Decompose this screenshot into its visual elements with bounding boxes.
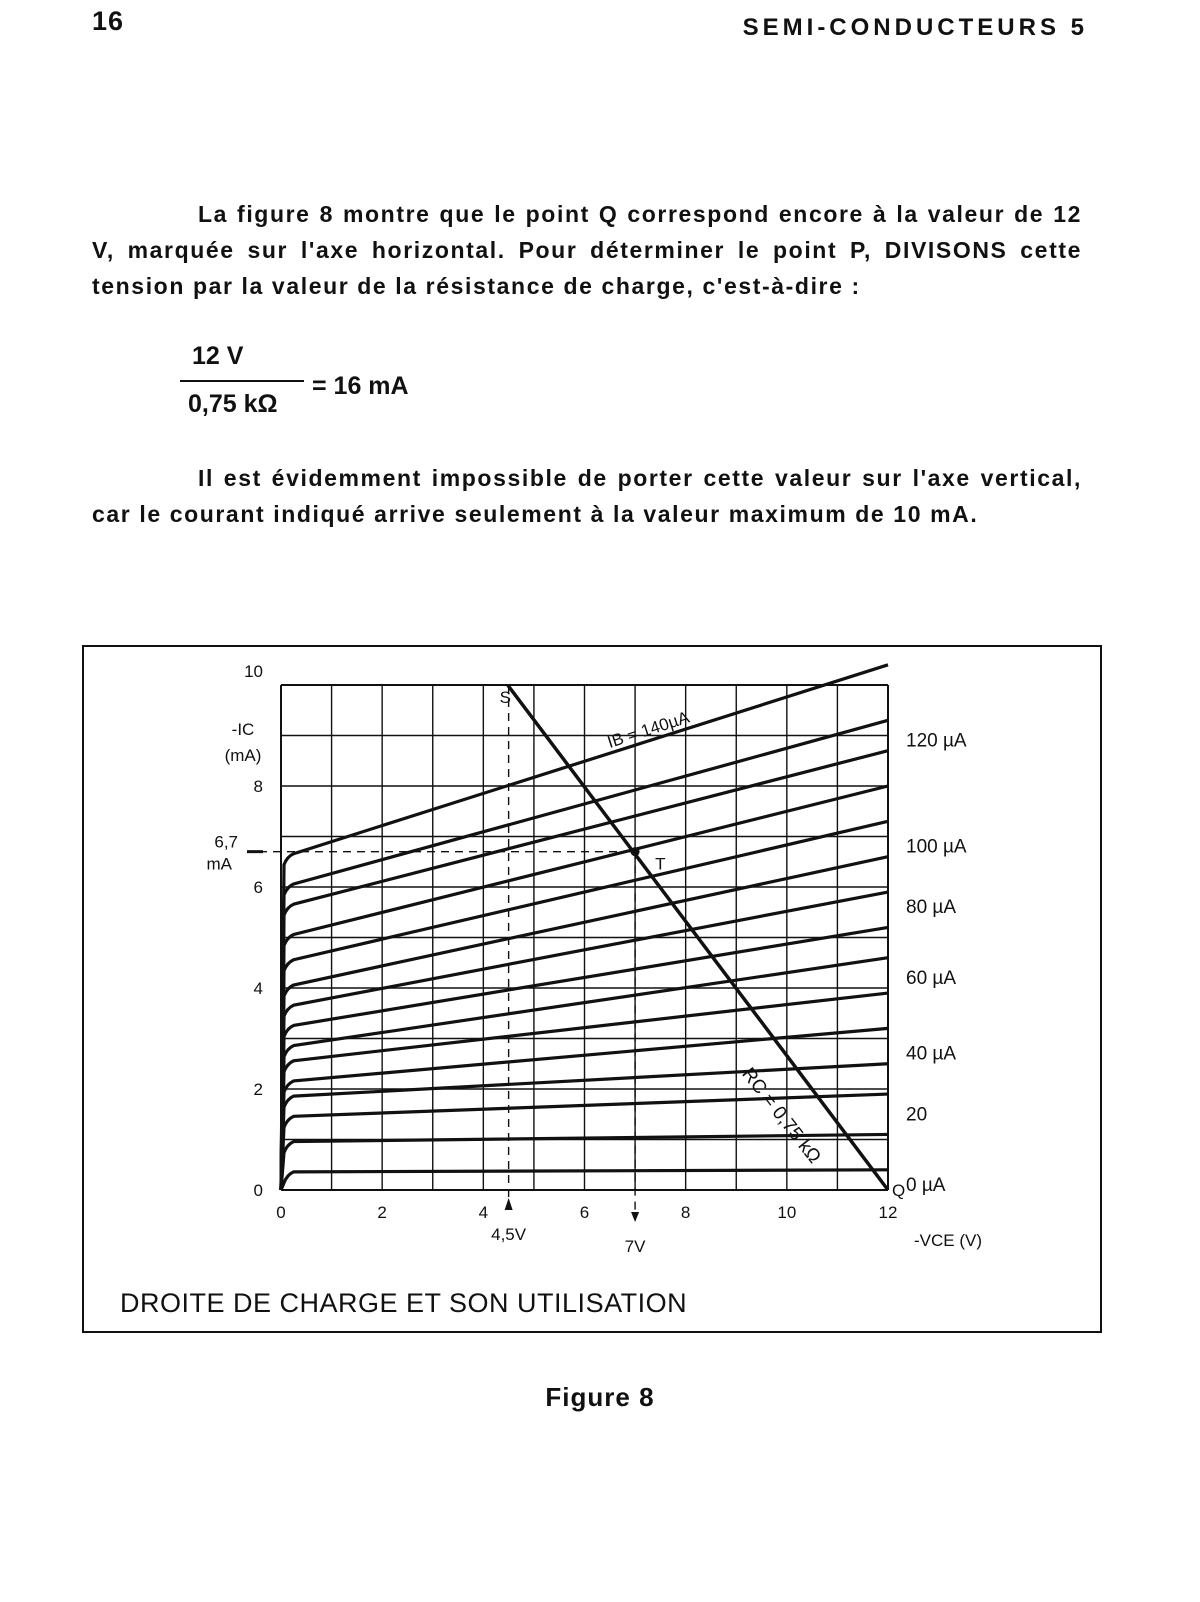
y-axis-label: -IC [231, 720, 255, 739]
voltage-7v-label: 7V [624, 1237, 646, 1256]
x-tick-label: 6 [579, 1203, 590, 1222]
y-tick-label: 6 [253, 878, 263, 897]
base-current-label: 60 µA [906, 967, 957, 989]
page-number: 16 [92, 6, 125, 36]
x-tick-label: 8 [680, 1203, 691, 1222]
y-axis-unit: (mA) [224, 746, 262, 765]
base-current-label: 120 µA [906, 730, 967, 752]
current-value-label: 6,7 [214, 832, 238, 852]
paragraph-intro: La figure 8 montre que le point Q correspond encore à la valeur de 12 V, marquée sur l'axe horizontal. Pour déterminer le point P, DIVISONS cette tension par la valeur de la résistance de charge, c'est-à-dire : [92, 201, 1082, 299]
formula-denominator: 0,75 kΩ [188, 390, 278, 418]
voltage-4-5v-label: 4,5V [491, 1225, 527, 1244]
base-current-label: 0 µA [906, 1174, 946, 1196]
formula-result: = 16 mA [312, 372, 409, 400]
x-tick-label: 4 [478, 1203, 489, 1222]
current-unit-label: mA [206, 854, 232, 874]
base-current-label: 40 µA [906, 1043, 957, 1065]
base-current-label: 100 µA [906, 836, 967, 858]
x-axis-label: -VCE (V) [914, 1231, 982, 1250]
y-tick-label: 0 [253, 1181, 263, 1200]
base-current-label: IB = 140µA [604, 707, 692, 752]
running-head: SEMI-CONDUCTEURS 5 [742, 14, 1088, 41]
paragraph-conclusion: Il est évidemment impossible de porter cette valeur sur l'axe vertical, car le courant indiqué arrive seulement à la valeur maximum de 10 mA. [92, 465, 1082, 527]
figure-label: Figure 8 [545, 1382, 655, 1412]
point-s-label: S [499, 688, 512, 707]
x-tick-label: 10 [777, 1203, 797, 1222]
y-tick-label: 2 [253, 1080, 263, 1099]
x-tick-label: 12 [878, 1203, 898, 1222]
y-tick-label: 10 [244, 662, 263, 681]
x-tick-label: 0 [276, 1203, 286, 1222]
load-line-label: RC = 0,75 kΩ [737, 1063, 825, 1168]
y-tick-label: 4 [253, 979, 263, 998]
y-tick-label: 8 [253, 777, 263, 796]
figure-box-caption: DROITE DE CHARGE ET SON UTILISATION [120, 1288, 688, 1318]
base-current-label: 20 [906, 1104, 928, 1126]
point-t-label: T [655, 854, 666, 874]
voltage-arrow-7v [631, 1212, 639, 1222]
base-current-label: 80 µA [906, 897, 957, 919]
x-tick-label: 2 [377, 1203, 387, 1222]
formula-numerator: 12 V [192, 342, 244, 370]
voltage-arrow-4-5v [505, 1198, 513, 1210]
point-q-label: Q [892, 1181, 906, 1200]
